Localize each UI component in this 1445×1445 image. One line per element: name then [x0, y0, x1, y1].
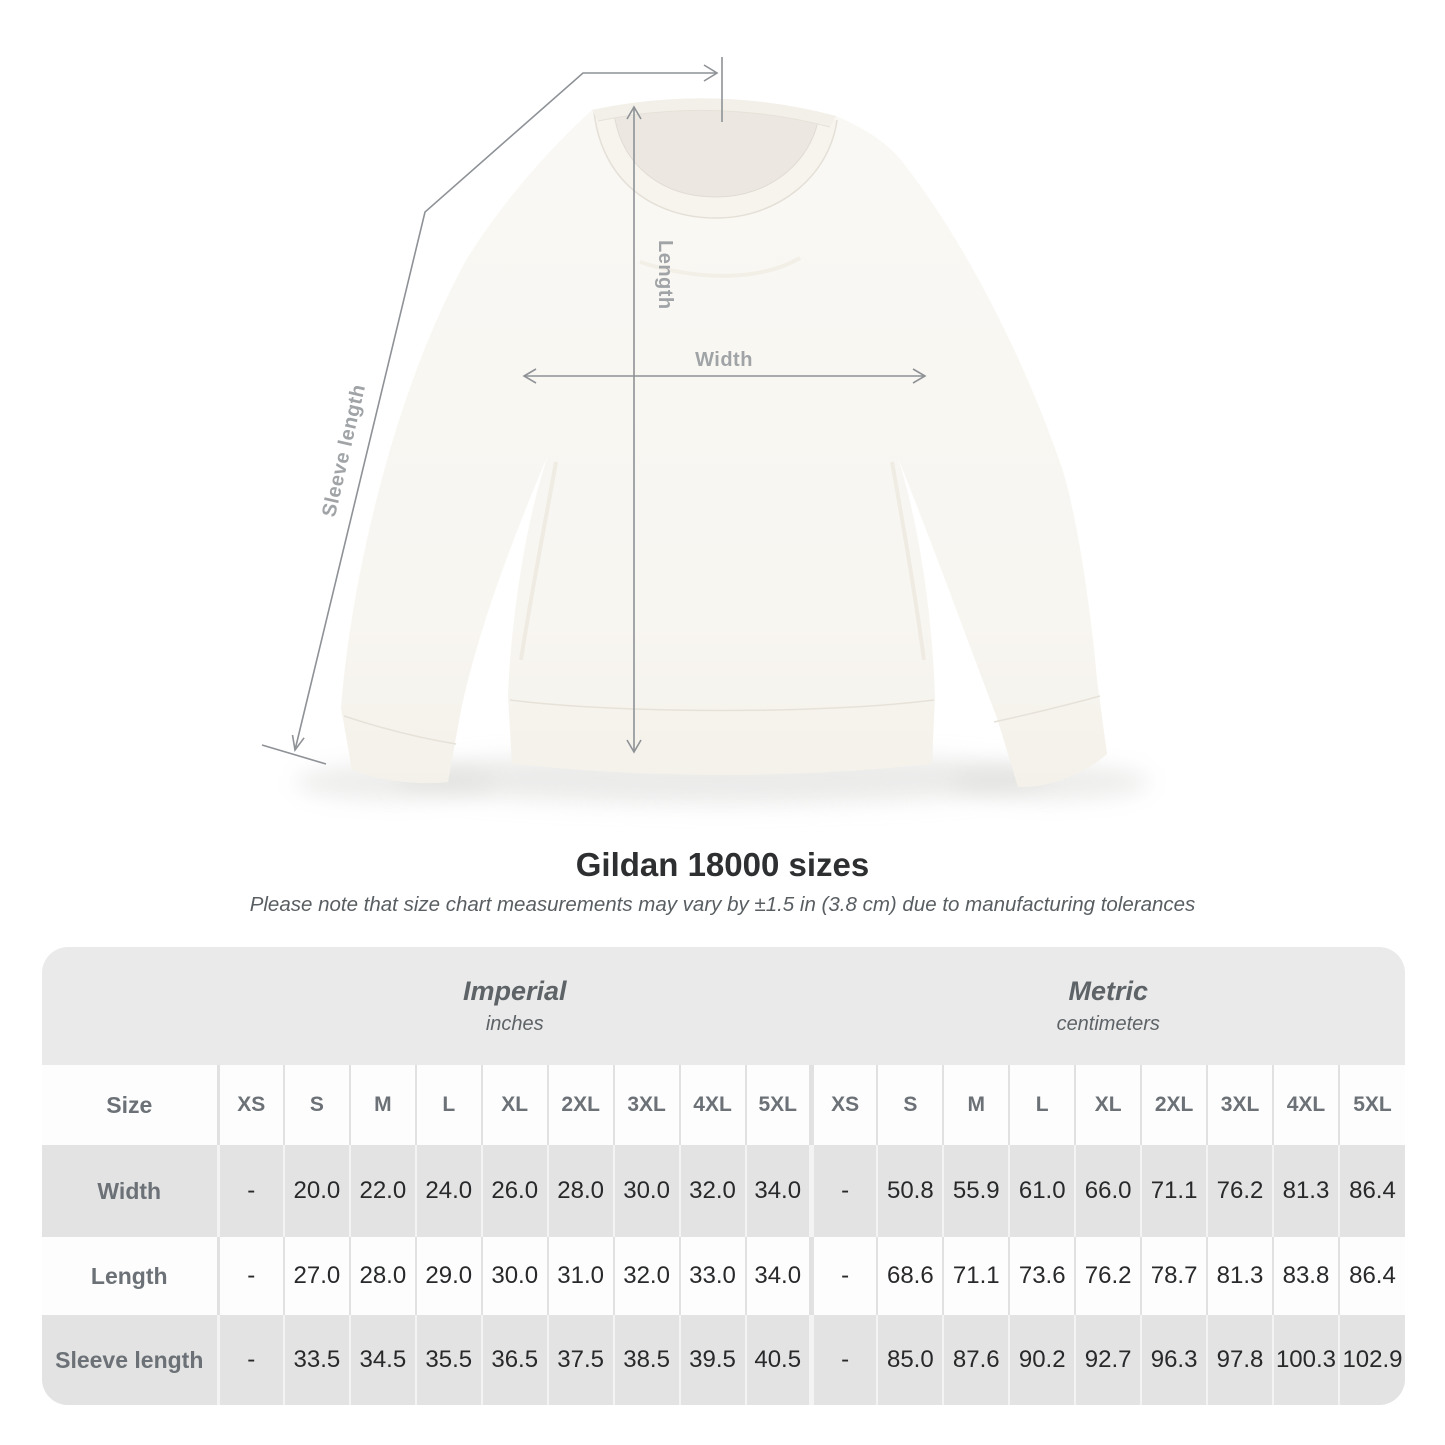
value-cell: 28.0 — [548, 1145, 614, 1237]
value-cell: - — [218, 1237, 284, 1315]
size-header-cell: 5XL — [1339, 1065, 1405, 1145]
size-header-cell: 5XL — [746, 1065, 812, 1145]
length-label: Length — [654, 240, 676, 310]
value-cell: 71.1 — [943, 1237, 1009, 1315]
metric-header — [812, 947, 1406, 1065]
value-cell: 30.0 — [614, 1145, 680, 1237]
value-cell: 100.3 — [1273, 1315, 1339, 1405]
value-cell: 92.7 — [1075, 1315, 1141, 1405]
value-cell: 81.3 — [1207, 1237, 1273, 1315]
value-cell: - — [218, 1315, 284, 1405]
size-header-cell: XS — [811, 1065, 877, 1145]
value-cell: 38.5 — [614, 1315, 680, 1405]
size-header-cell: 4XL — [1273, 1065, 1339, 1145]
imperial-unit: inches — [485, 1013, 544, 1035]
size-header-cell: S — [877, 1065, 943, 1145]
value-cell: 83.8 — [1273, 1237, 1339, 1315]
value-cell: 34.5 — [350, 1315, 416, 1405]
value-cell: 86.4 — [1339, 1237, 1405, 1315]
value-cell: 28.0 — [350, 1237, 416, 1315]
row-label-cell: Width — [42, 1145, 218, 1237]
value-cell: 22.0 — [350, 1145, 416, 1237]
value-cell: 61.0 — [1009, 1145, 1075, 1237]
size-header-cell: XS — [218, 1065, 284, 1145]
value-cell: 76.2 — [1075, 1237, 1141, 1315]
value-cell: 71.1 — [1141, 1145, 1207, 1237]
imperial-title: Imperial — [462, 976, 567, 1006]
size-header-cell: XL — [482, 1065, 548, 1145]
measurement-row — [42, 1145, 1405, 1237]
value-cell: 96.3 — [1141, 1315, 1207, 1405]
measurement-row — [42, 1237, 1405, 1315]
value-cell: 26.0 — [482, 1145, 548, 1237]
value-cell: 27.0 — [284, 1237, 350, 1315]
size-header-cell: L — [1009, 1065, 1075, 1145]
value-cell: 30.0 — [482, 1237, 548, 1315]
size-header-cell: S — [284, 1065, 350, 1145]
value-cell: 33.0 — [680, 1237, 746, 1315]
size-chart-table — [42, 1065, 1405, 1405]
value-cell: 33.5 — [284, 1315, 350, 1405]
width-label: Width — [695, 349, 753, 371]
row-label-cell: Sleeve length — [42, 1315, 218, 1405]
value-cell: 90.2 — [1009, 1315, 1075, 1405]
size-header-cell: 4XL — [680, 1065, 746, 1145]
size-header-cell: XL — [1075, 1065, 1141, 1145]
size-header-cell: 3XL — [1207, 1065, 1273, 1145]
size-header-cell: 3XL — [614, 1065, 680, 1145]
corner-label-cell: Size — [42, 1065, 218, 1145]
size-header-cell: M — [350, 1065, 416, 1145]
value-cell: - — [218, 1145, 284, 1237]
value-cell: 37.5 — [548, 1315, 614, 1405]
value-cell: 29.0 — [416, 1237, 482, 1315]
value-cell: 32.0 — [680, 1145, 746, 1237]
value-cell: 86.4 — [1339, 1145, 1405, 1237]
size-header-row — [42, 1065, 1405, 1145]
value-cell: 73.6 — [1009, 1237, 1075, 1315]
size-header-cell: M — [943, 1065, 1009, 1145]
value-cell: - — [811, 1237, 877, 1315]
units-header-band — [42, 947, 1405, 1065]
value-cell: 36.5 — [482, 1315, 548, 1405]
value-cell: 35.5 — [416, 1315, 482, 1405]
value-cell: 31.0 — [548, 1237, 614, 1315]
value-cell: 39.5 — [680, 1315, 746, 1405]
value-cell: 50.8 — [877, 1145, 943, 1237]
value-cell: 87.6 — [943, 1315, 1009, 1405]
value-cell: - — [811, 1145, 877, 1237]
value-cell: 76.2 — [1207, 1145, 1273, 1237]
sleeve-length-label: Sleeve length — [318, 382, 371, 520]
value-cell: 24.0 — [416, 1145, 482, 1237]
value-cell: 34.0 — [746, 1237, 812, 1315]
value-cell: - — [811, 1315, 877, 1405]
value-cell: 68.6 — [877, 1237, 943, 1315]
tolerance-note: Please note that size chart measurements may vary by ±1.5 in (3.8 cm) due to manufacturing tolerances — [249, 893, 1196, 916]
measurement-row — [42, 1315, 1405, 1405]
size-header-cell: L — [416, 1065, 482, 1145]
value-cell: 102.9 — [1339, 1315, 1405, 1405]
value-cell: 40.5 — [746, 1315, 812, 1405]
imperial-header — [218, 947, 812, 1065]
value-cell: 20.0 — [284, 1145, 350, 1237]
sweatshirt-graphic — [341, 98, 1107, 787]
size-header-cell: 2XL — [548, 1065, 614, 1145]
page-title: Gildan 18000 sizes — [575, 846, 870, 883]
value-cell: 78.7 — [1141, 1237, 1207, 1315]
value-cell: 32.0 — [614, 1237, 680, 1315]
size-chart-card — [42, 947, 1405, 1405]
value-cell: 66.0 — [1075, 1145, 1141, 1237]
value-cell: 81.3 — [1273, 1145, 1339, 1237]
row-label-cell: Length — [42, 1237, 218, 1315]
size-header-cell: 2XL — [1141, 1065, 1207, 1145]
metric-title: Metric — [1068, 976, 1149, 1006]
value-cell: 85.0 — [877, 1315, 943, 1405]
units-header-spacer — [42, 947, 218, 1065]
value-cell: 34.0 — [746, 1145, 812, 1237]
value-cell: 97.8 — [1207, 1315, 1273, 1405]
value-cell: 55.9 — [943, 1145, 1009, 1237]
metric-unit: centimeters — [1056, 1013, 1160, 1035]
